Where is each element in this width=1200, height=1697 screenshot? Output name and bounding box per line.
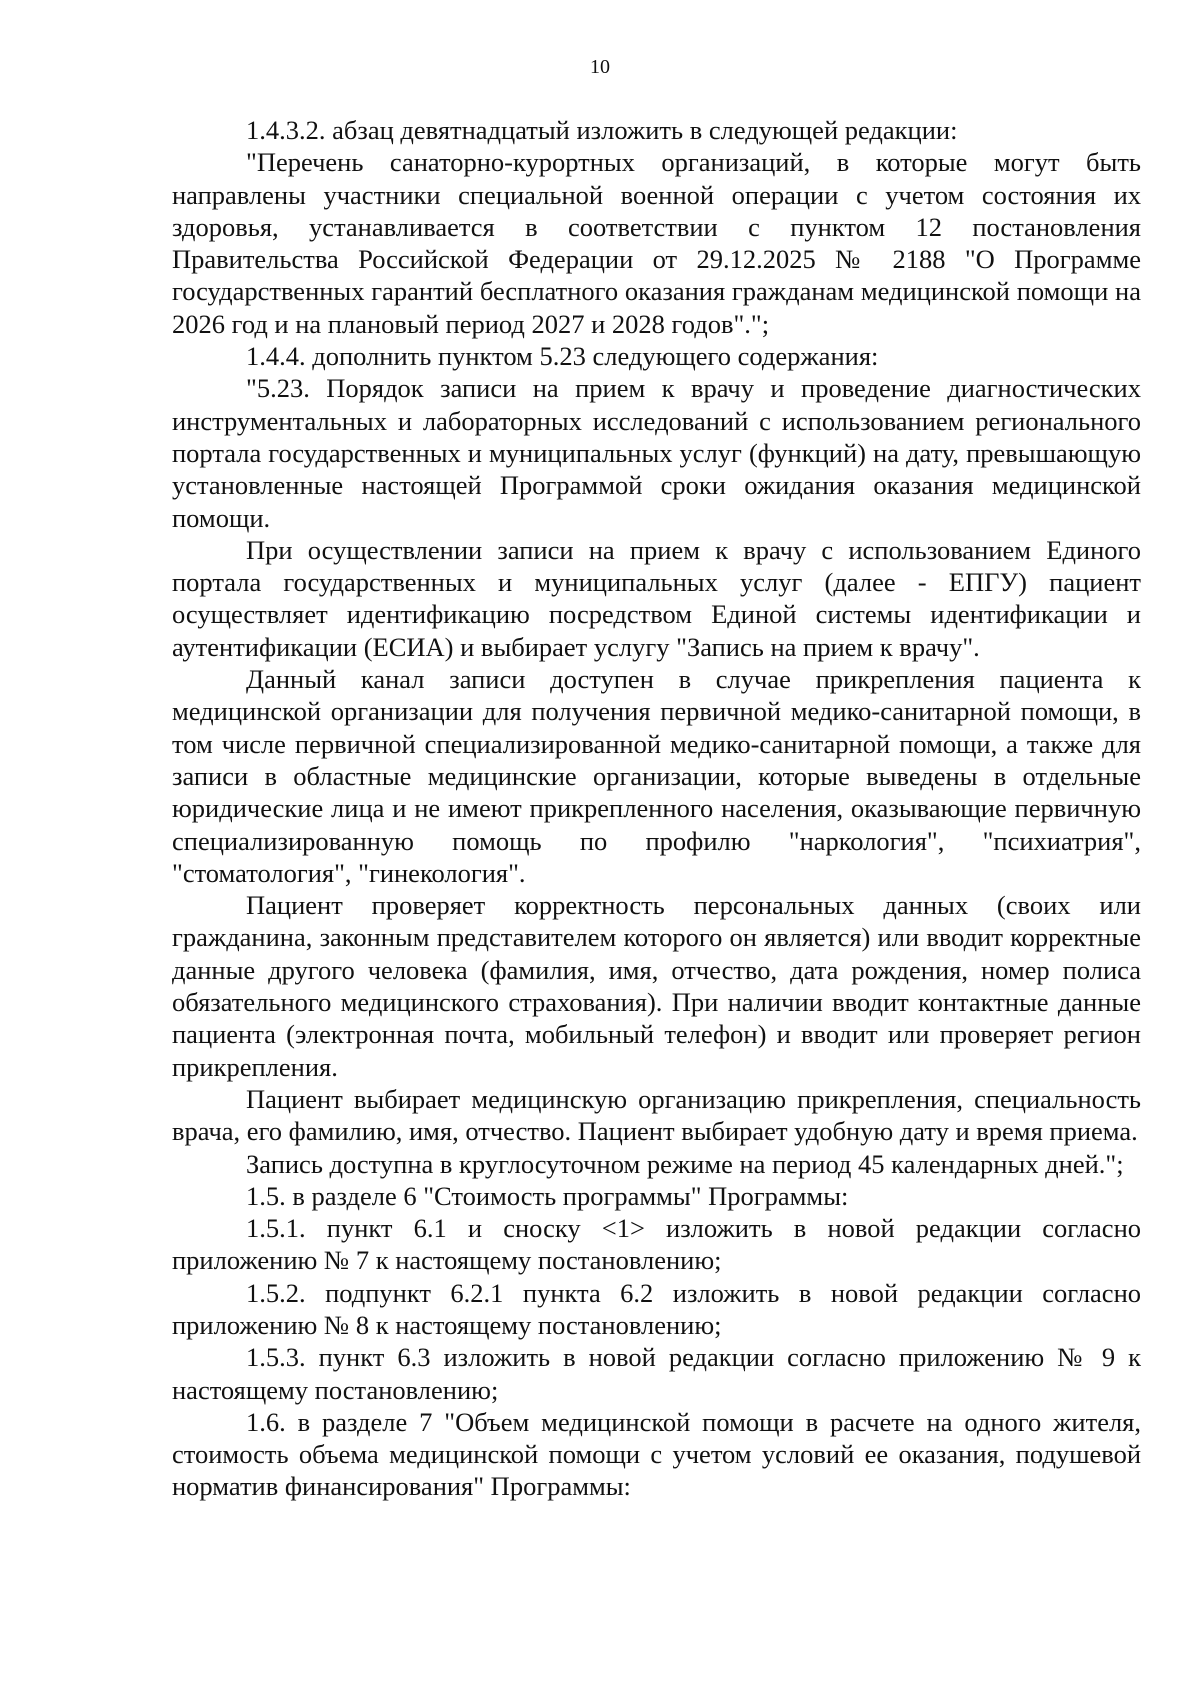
document-body	[172, 114, 1141, 1503]
paragraph-1-5-1: 1.5.1. пункт 6.1 и сноску <1> изложить в новой редакции согласно приложению № 7 к настоящему постановлению;	[172, 1213, 1141, 1276]
page-number: 10	[590, 56, 610, 78]
paragraph-1-6: 1.6. в разделе 7 "Объем медицинской помощи в расчете на одного жителя, стоимость объема медицинской помощи с учетом условий ее оказания, подушевой норматив финансирования" Программы:	[172, 1406, 1141, 1502]
paragraph-1-5-2: 1.5.2. подпункт 6.2.1 пункта 6.2 изложить в новой редакции согласно приложению № 8 к настоящему постановлению;	[172, 1277, 1141, 1340]
paragraph-sanatorium-list: "Перечень санаторно-курортных организаций, в которые могут быть направлены участники специальной военной операции с учетом состояния их здоровья, устанавливается в соответствии с пунктом 12 постановления Правительства Российской Федерации от 29.12.2025 № 2188 "О Программе государственных гарантий бесплатного оказания гражданам медицинской помощи на 2026 год и на плановый период 2027 и 2028 годов".";	[172, 147, 1141, 339]
paragraph-5-23: "5.23. Порядок записи на прием к врачу и проведение диагностических инструментальных и лабораторных исследований с использованием регионального портала государственных и муниципальных услуг (функций) на дату, превышающую установленные настоящей Программой сроки ожидания оказания медицинской помощи.	[172, 373, 1141, 533]
paragraph-1-5-3: 1.5.3. пункт 6.3 изложить в новой редакции согласно приложению № 9 к настоящему постановлению;	[172, 1342, 1141, 1405]
paragraph-1-4-4: 1.4.4. дополнить пунктом 5.23 следующего содержания:	[246, 341, 879, 372]
paragraph-1-5: 1.5. в разделе 6 "Стоимость программы" Программы:	[246, 1180, 849, 1211]
paragraph-patient-choice: Пациент выбирает медицинскую организацию прикрепления, специальность врача, его фамилию, имя, отчество. Пациент выбирает удобную дату и время приема.	[172, 1083, 1141, 1147]
paragraph-channel-availability: Данный канал записи доступен в случае прикрепления пациента к медицинской организации для получения первичной медико-санитарной помощи, в том числе первичной специализированной медико-санитарной помощи, а также для записи в областные медицинские организации, которые выведены в отдельные юридические лица и не имеют прикрепленного населения, оказывающие первичную специализированную помощь по профилю "наркология", "психиатрия", "стоматология", "гинекология".	[172, 664, 1141, 888]
paragraph-record-period: Запись доступна в круглосуточном режиме на период 45 календарных дней.";	[246, 1148, 1124, 1179]
paragraph-1-4-3-2: 1.4.3.2. абзац девятнадцатый изложить в следующей редакции:	[246, 115, 958, 145]
paragraph-patient-data: Пациент проверяет корректность персональных данных (своих или гражданина, законным представителем которого он является) или вводит корректные данные другого человека (фамилия, имя, отчество, дата рождения, номер полиса обязательного медицинского страхования). При наличии вводит контактные данные пациента (электронная почта, мобильный телефон) и вводит или проверяет регион прикрепления.	[172, 890, 1141, 1082]
paragraph-epgu-record: При осуществлении записи на прием к врачу с использованием Единого портала государственных и муниципальных услуг (далее - ЕПГУ) пациент осуществляет идентификацию посредством Единой системы идентификации и аутентификации (ЕСИА) и выбирает услугу "Запись на прием к врачу".	[172, 534, 1141, 662]
